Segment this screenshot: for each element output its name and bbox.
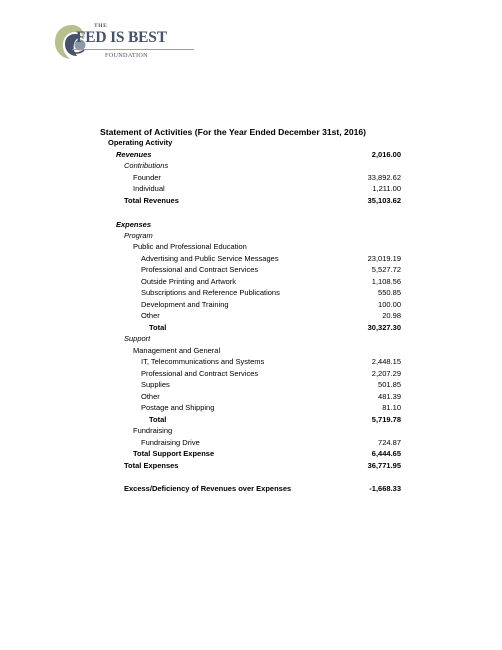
statement-row <box>0 160 502 172</box>
statement-row <box>0 322 502 334</box>
row-value: 81.10 <box>382 403 401 412</box>
row-label: Total <box>149 323 167 332</box>
statement-row <box>0 299 502 311</box>
row-value: 481.39 <box>378 392 401 401</box>
row-label: Other <box>141 311 160 320</box>
row-label: Other <box>141 392 160 401</box>
row-value: 35,103.62 <box>367 196 401 205</box>
row-label: Operating Activity <box>108 138 173 147</box>
row-label: Professional and Contract Services <box>141 265 259 274</box>
statement-row <box>0 345 502 357</box>
statement-row <box>0 276 502 288</box>
statement-row <box>0 437 502 449</box>
row-value: 100.00 <box>378 300 401 309</box>
row-label: Total Expenses <box>124 461 179 470</box>
statement-row <box>0 183 502 195</box>
statement-row <box>0 230 502 242</box>
row-label: Revenues <box>116 150 152 159</box>
statement-row <box>0 137 502 149</box>
statement-row <box>0 219 502 231</box>
row-label: Fundraising Drive <box>141 438 200 447</box>
row-value: 5,719.78 <box>371 415 401 424</box>
statement-row <box>0 253 502 265</box>
statement-title: Statement of Activities (For the Year Ended December 31st, 2016) <box>100 127 367 137</box>
row-value: 6,444.65 <box>371 449 401 458</box>
row-value: 2,448.15 <box>371 357 401 366</box>
statement-row <box>0 356 502 368</box>
row-value: 33,892.62 <box>367 173 401 182</box>
statement-row <box>0 391 502 403</box>
row-label: Advertising and Public Service Messages <box>141 254 279 263</box>
logo-name-text: FED IS BEST <box>76 29 167 46</box>
logo-the-text: THE <box>94 23 108 29</box>
row-value: 1,211.00 <box>372 184 401 193</box>
row-label: Development and Training <box>141 300 229 309</box>
row-value: 1,108.56 <box>371 277 401 286</box>
row-label: IT, Telecommunications and Systems <box>141 357 265 366</box>
row-label: Founder <box>133 173 161 182</box>
statement-row <box>0 402 502 414</box>
fed-is-best-logo <box>50 20 200 64</box>
row-label: Supplies <box>141 380 170 389</box>
statement-row <box>0 425 502 437</box>
row-value: 30,327.30 <box>367 323 401 332</box>
row-value: 724.87 <box>378 438 401 447</box>
row-label: Expenses <box>116 220 152 229</box>
statement-row <box>0 195 502 207</box>
statement-row <box>0 172 502 184</box>
row-label: Public and Professional Education <box>133 242 247 251</box>
row-value: 23,019.19 <box>367 254 401 263</box>
row-value: 5,527.72 <box>371 265 401 274</box>
row-value: 20.98 <box>382 311 401 320</box>
statement-row <box>0 414 502 426</box>
row-label: Total Support Expense <box>133 449 215 458</box>
statement-row <box>0 379 502 391</box>
statement-row <box>0 287 502 299</box>
statement-row <box>0 483 502 495</box>
row-label: Fundraising <box>133 426 173 435</box>
row-label: Total <box>149 415 167 424</box>
statement-row <box>0 264 502 276</box>
row-label: Total Revenues <box>124 196 179 205</box>
row-label: Support <box>124 334 151 343</box>
statement-row <box>0 241 502 253</box>
statement-row <box>0 460 502 472</box>
row-value: 501.85 <box>378 380 401 389</box>
row-label: Individual <box>133 184 165 193</box>
row-value: 2,207.29 <box>371 369 401 378</box>
statement-row <box>0 448 502 460</box>
logo-foundation-text: FOUNDATION <box>105 52 148 59</box>
statement-row <box>0 310 502 322</box>
row-label: Program <box>124 231 153 240</box>
row-value: -1,668.33 <box>369 484 401 493</box>
row-value: 36,771.95 <box>367 461 401 470</box>
statement-row <box>0 149 502 161</box>
row-label: Outside Printing and Artwork <box>141 277 237 286</box>
row-label: Subscriptions and Reference Publications <box>141 288 280 297</box>
statement-row <box>0 368 502 380</box>
row-value: 2,016.00 <box>371 150 401 159</box>
row-value: 550.85 <box>378 288 401 297</box>
row-label: Postage and Shipping <box>141 403 215 412</box>
row-label: Professional and Contract Services <box>141 369 259 378</box>
statement-row <box>0 333 502 345</box>
row-label: Contributions <box>124 161 169 170</box>
logo-divider <box>72 49 194 50</box>
row-label: Management and General <box>133 346 221 355</box>
row-label: Excess/Deficiency of Revenues over Expenses <box>124 484 292 493</box>
